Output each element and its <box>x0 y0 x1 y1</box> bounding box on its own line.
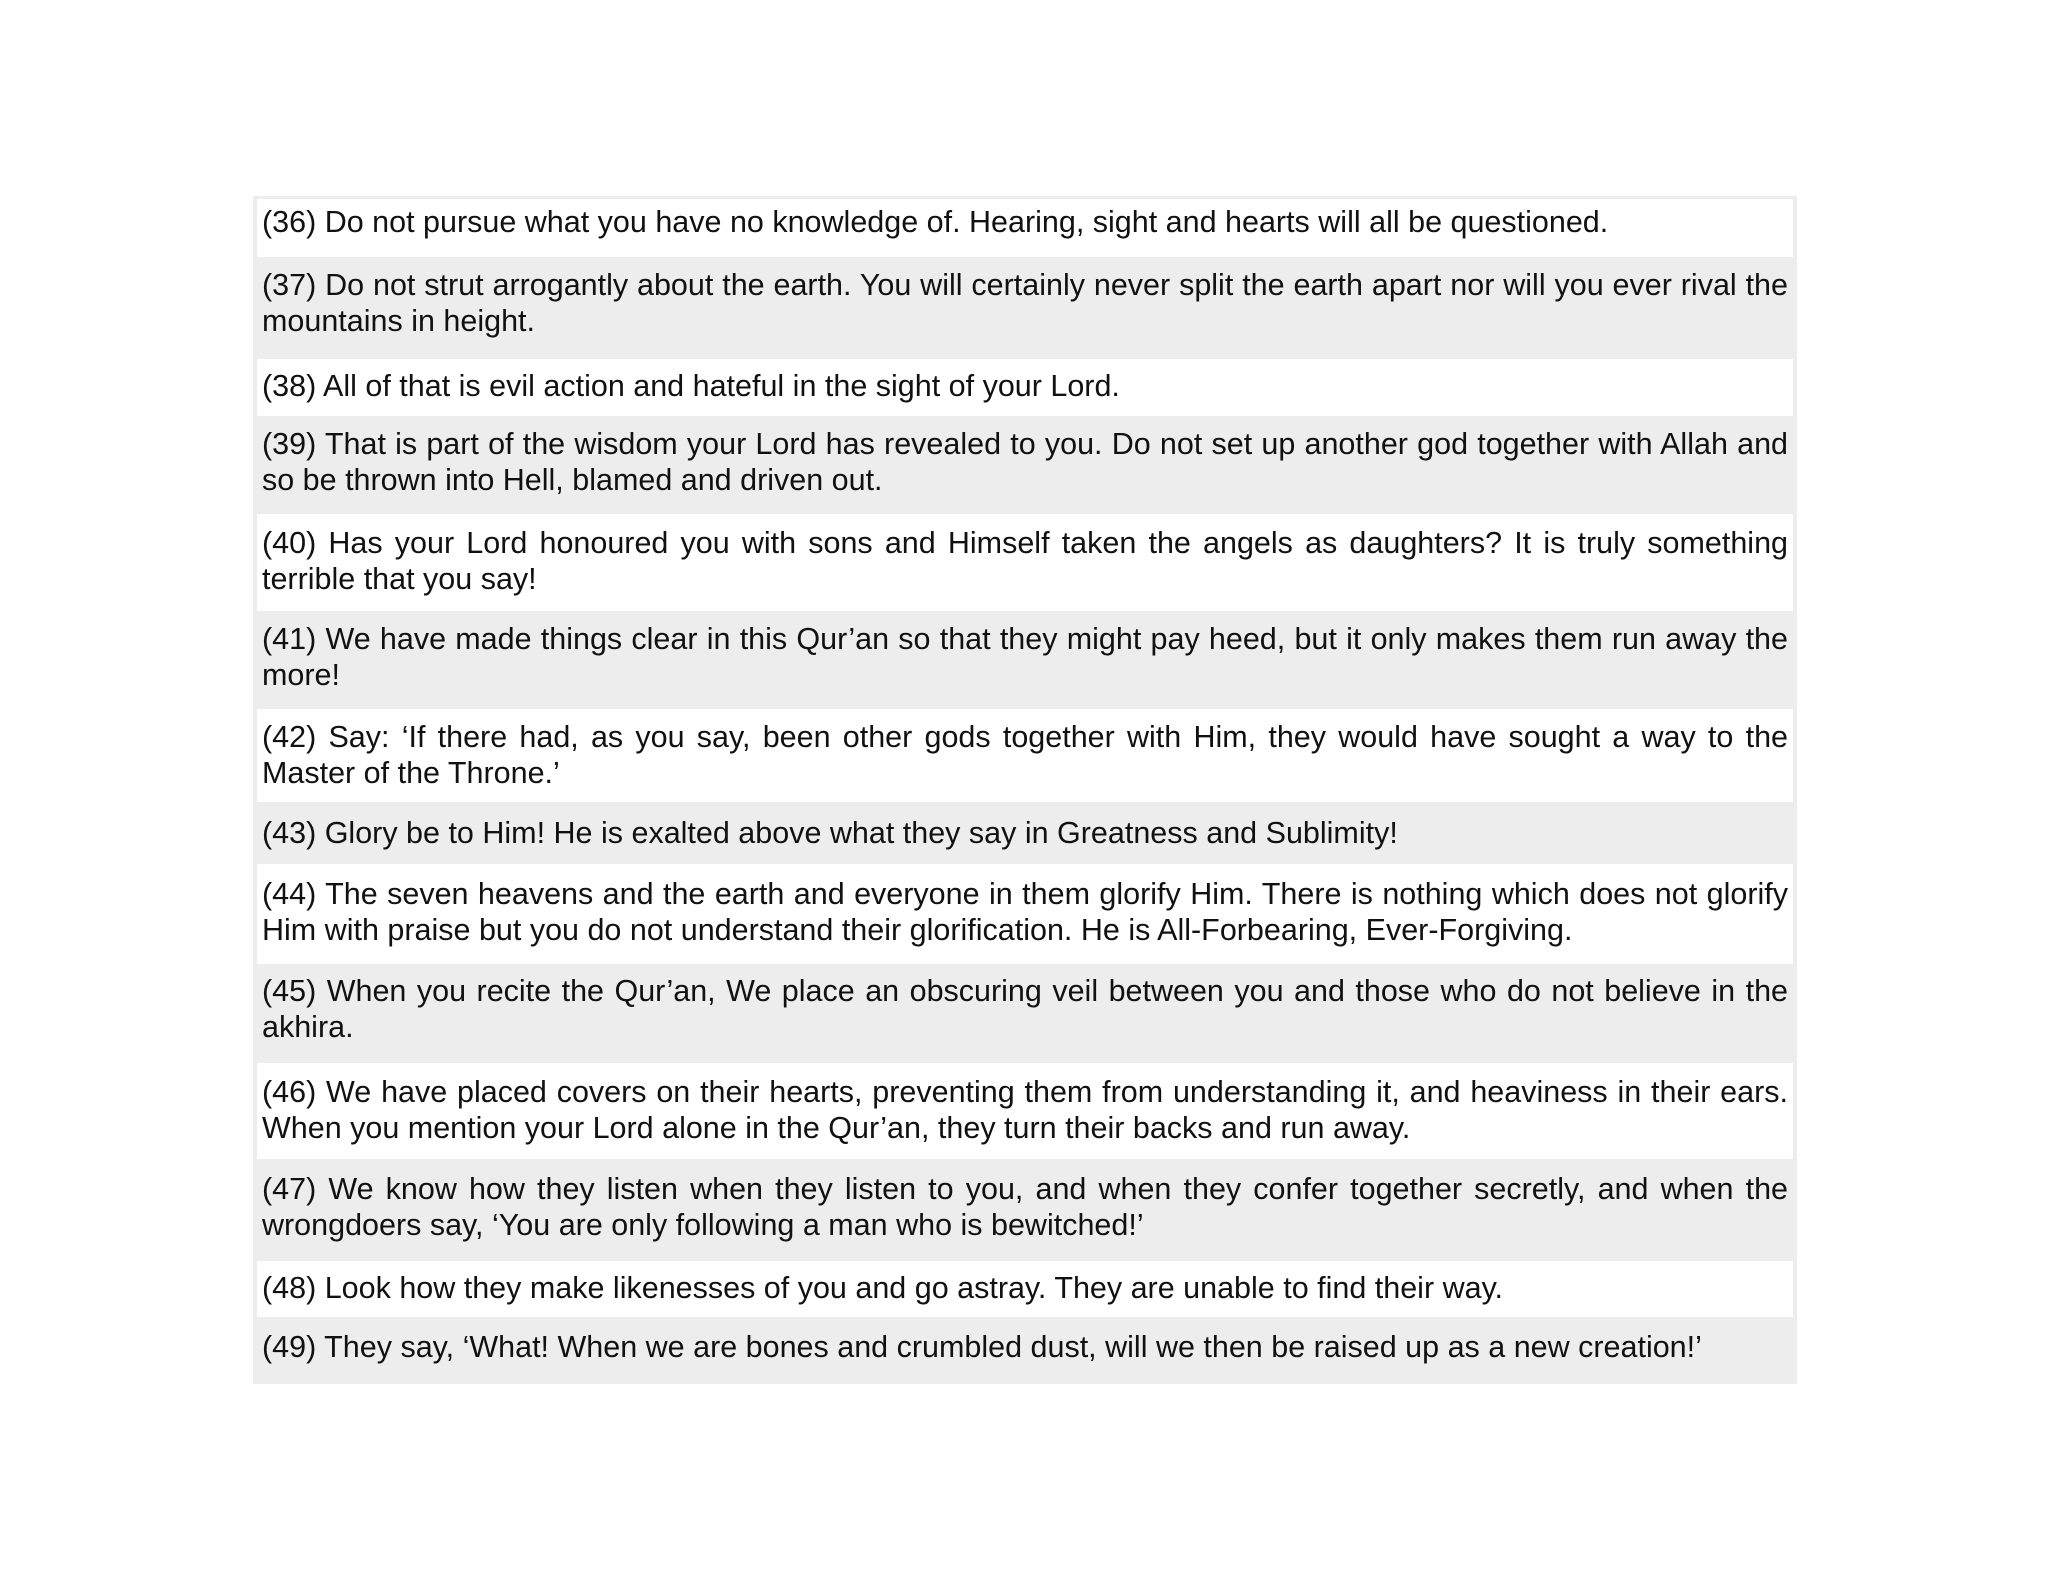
verse-row-37: (37) Do not strut arrogantly about the earth. You will certainly never split the earth apart nor will you ever rival the mountains in height. <box>257 257 1793 359</box>
verse-row-48: (48) Look how they make likenesses of you and go astray. They are unable to find their way. <box>257 1261 1793 1317</box>
verse-row-36: (36) Do not pursue what you have no knowledge of. Hearing, sight and hearts will all be questioned. <box>257 199 1793 257</box>
verse-row-39: (39) That is part of the wisdom your Lord has revealed to you. Do not set up another god together with Allah and so be thrown into Hell, blamed and driven out. <box>257 416 1793 514</box>
verse-row-47: (47) We know how they listen when they listen to you, and when they confer together secretly, and when the wrongdoers say, ‘You are only following a man who is bewitched!’ <box>257 1159 1793 1261</box>
verse-row-41: (41) We have made things clear in this Qur’an so that they might pay heed, but it only makes them run away the more! <box>257 611 1793 709</box>
verse-table <box>253 196 1797 1384</box>
verse-row-38: (38) All of that is evil action and hateful in the sight of your Lord. <box>257 359 1793 416</box>
verse-row-45: (45) When you recite the Qur’an, We place an obscuring veil between you and those who do not believe in the akhira. <box>257 964 1793 1063</box>
verse-row-40: (40) Has your Lord honoured you with sons and Himself taken the angels as daughters? It is truly something terrible that you say! <box>257 514 1793 611</box>
verse-row-42: (42) Say: ‘If there had, as you say, been other gods together with Him, they would have sought a way to the Master of the Throne.’ <box>257 709 1793 802</box>
verse-row-43: (43) Glory be to Him! He is exalted above what they say in Greatness and Sublimity! <box>257 802 1793 864</box>
verse-row-49: (49) They say, ‘What! When we are bones and crumbled dust, will we then be raised up as a new creation!’ <box>257 1317 1793 1380</box>
verse-row-46: (46) We have placed covers on their hearts, preventing them from understanding it, and heaviness in their ears. When you mention your Lord alone in the Qur’an, they turn their backs and run away. <box>257 1063 1793 1159</box>
verse-row-44: (44) The seven heavens and the earth and everyone in them glorify Him. There is nothing which does not glorify Him with praise but you do not understand their glorification. He is All-Forbearing, Ever-Forgiving. <box>257 864 1793 964</box>
